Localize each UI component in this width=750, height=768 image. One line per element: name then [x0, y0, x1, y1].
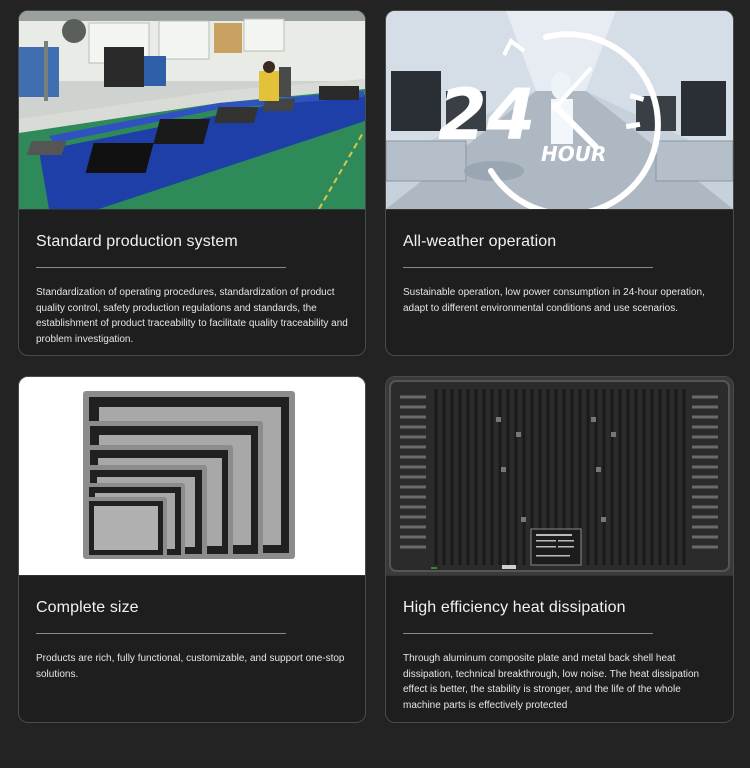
card-complete-size	[18, 376, 366, 723]
factory-production-photo	[19, 11, 365, 210]
card-title: High efficiency heat dissipation	[403, 599, 626, 616]
card-all-weather	[385, 10, 734, 356]
lab-24-hour-photo	[386, 11, 733, 210]
badge-hour: HOUR	[541, 142, 607, 166]
card-description: Standardization of operating procedures, standardization of product quality control, safety production regulations and standards, the establishment of product traceability to facilitate quality traceability and problem investigation.	[36, 287, 348, 345]
badge-24: 24	[438, 74, 536, 156]
title-divider	[403, 633, 653, 634]
card-description: Sustainable operation, low power consumption in 24-hour operation, adapt to different environmental conditions and use scenarios.	[403, 287, 705, 314]
card-description: Through aluminum composite plate and metal back shell heat dissipation, technical breakthrough, low noise. The heat dissipation effect is better, the stability is stronger, and the life of the whole machine parts is effectively protected	[403, 653, 700, 711]
card-title: Complete size	[36, 599, 139, 616]
display-panel-stack	[83, 391, 295, 559]
card-description: Products are rich, fully functional, customizable, and support one-stop solutions.	[36, 653, 345, 680]
card-title: Standard production system	[36, 233, 238, 250]
clock-24h-icon	[386, 11, 733, 209]
heatsink-back-photo	[386, 377, 733, 576]
title-divider	[403, 267, 653, 268]
panel-sizes-photo	[19, 377, 365, 576]
card-standard-production	[18, 10, 366, 356]
title-divider	[36, 267, 286, 268]
card-title: All-weather operation	[403, 233, 557, 250]
title-divider	[36, 633, 286, 634]
card-heat-dissipation	[385, 376, 734, 723]
